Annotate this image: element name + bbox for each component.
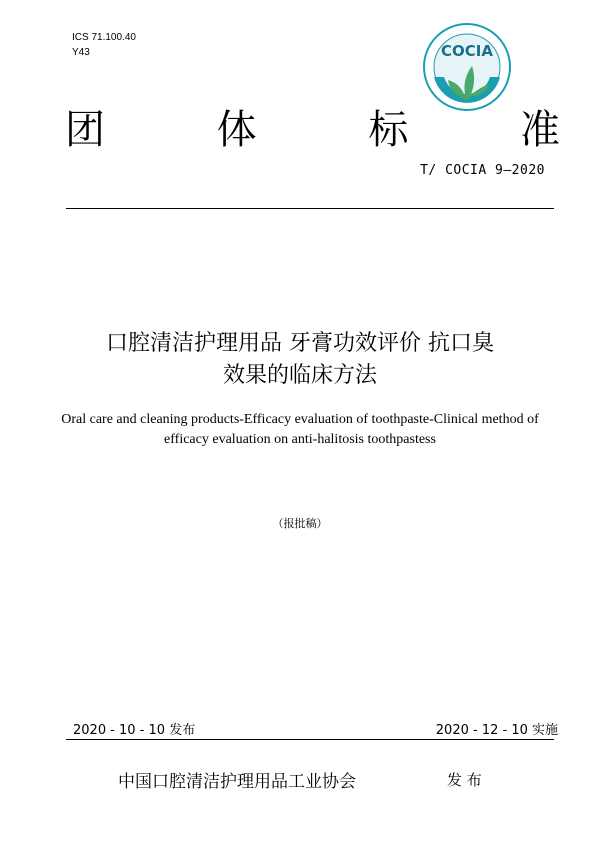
heading-char: 准: [519, 107, 560, 153]
standard-number: T/ COCIA 9—2020: [420, 163, 545, 178]
publish-date: 2020 - 10 - 10 发布: [73, 723, 196, 738]
heading-char: 标: [368, 107, 409, 153]
english-title-line: efficacy evaluation on anti-halitosis toothpastess: [164, 432, 436, 447]
chinese-title-line: 效果的临床方法: [222, 363, 377, 388]
chinese-title: [0, 328, 600, 392]
chinese-title-line: 口腔清洁护理用品 牙膏功效评价 抗口臭: [106, 331, 494, 356]
issuer: 中国口腔清洁护理用品工业协会: [118, 772, 356, 792]
document-type-heading: [65, 100, 560, 160]
implement-date: 2020 - 12 - 10 实施: [435, 723, 558, 738]
classification-codes: [72, 30, 136, 60]
divider: [66, 208, 554, 209]
english-title: [40, 410, 560, 450]
cocia-logo: [422, 22, 512, 112]
issue-label: 发 布: [447, 771, 482, 789]
divider: [66, 739, 554, 740]
draft-label: （报批稿）: [272, 517, 328, 530]
ccs-code: Y43: [72, 47, 90, 58]
svg-text:COCIA: COCIA: [441, 42, 493, 60]
heading-char: 体: [216, 107, 257, 153]
english-title-line: Oral care and cleaning products-Efficacy evaluation of toothpaste-Clinical method of: [61, 412, 539, 427]
heading-char: 团: [65, 107, 105, 153]
ics-code: ICS 71.100.40: [72, 32, 136, 43]
